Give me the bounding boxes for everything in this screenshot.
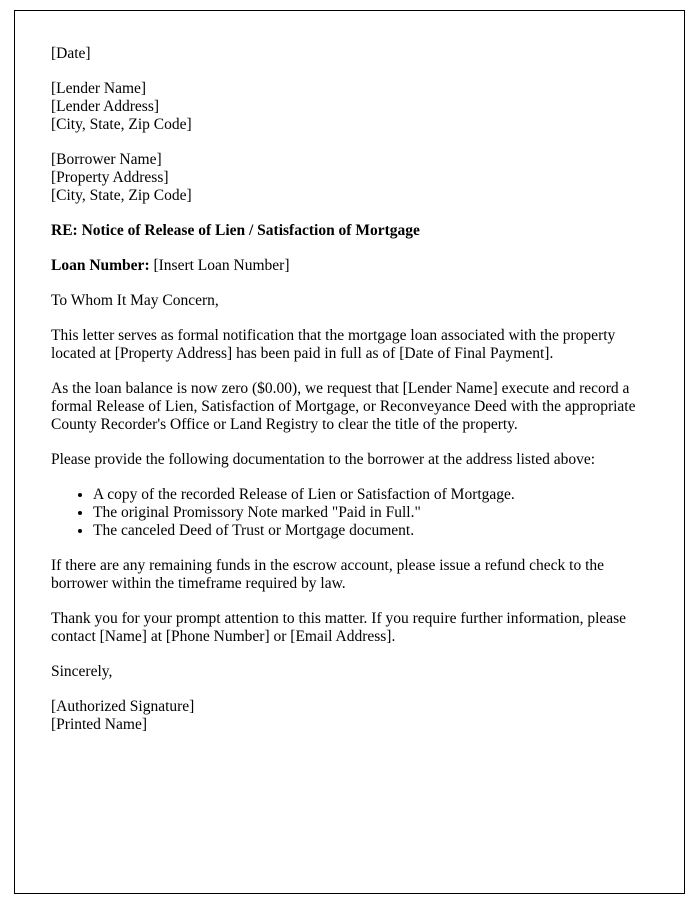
letter-page xyxy=(14,10,685,894)
list-item: • The canceled Deed of Trust or Mortgage document. xyxy=(93,522,650,540)
borrower-name-line: [Borrower Name] xyxy=(51,151,162,168)
lender-name-line: [Lender Name] xyxy=(51,80,147,97)
body-paragraph-4: If there are any remaining funds in the escrow account, please issue a refund check to the borrower within the timeframe required by law. xyxy=(51,557,605,592)
loan-number-label: Loan Number: xyxy=(51,257,150,274)
lender-address-block xyxy=(51,80,650,134)
letter-content xyxy=(15,11,684,734)
lender-city-line: [City, State, Zip Code] xyxy=(51,116,192,133)
loan-number-line xyxy=(51,257,650,275)
printed-name-line: [Printed Name] xyxy=(51,716,147,733)
borrower-address-block xyxy=(51,151,650,205)
body-paragraph-5: Thank you for your prompt attention to this matter. If you require further information, please contact [Name] at [Phone Number] or [Email Address]. xyxy=(51,610,627,645)
salutation-line: To Whom It May Concern, xyxy=(51,292,219,309)
documentation-list xyxy=(51,486,650,540)
body-paragraph-1: This letter serves as formal notification that the mortgage loan associated with the property located at [Property Address] has been paid in full as of [Date of Final Payment]. xyxy=(51,327,616,362)
list-item: • A copy of the recorded Release of Lien or Satisfaction of Mortgage. xyxy=(93,486,650,504)
date-line: [Date] xyxy=(51,45,91,62)
re-subject-line: RE: Notice of Release of Lien / Satisfaction of Mortgage xyxy=(51,222,420,239)
loan-number-value: [Insert Loan Number] xyxy=(153,257,290,274)
lender-address-line: [Lender Address] xyxy=(51,98,160,115)
borrower-city-line: [City, State, Zip Code] xyxy=(51,187,192,204)
authorized-signature-line: [Authorized Signature] xyxy=(51,698,195,715)
signature-block xyxy=(51,698,650,734)
borrower-address-line: [Property Address] xyxy=(51,169,169,186)
list-item: • The original Promissory Note marked "Paid in Full." xyxy=(93,504,650,522)
closing-line: Sincerely, xyxy=(51,663,113,680)
body-paragraph-3: Please provide the following documentation to the borrower at the address listed above: xyxy=(51,451,596,468)
body-paragraph-2: As the loan balance is now zero ($0.00), we request that [Lender Name] execute and record a formal Release of Lien, Satisfaction of Mortgage, or Reconveyance Deed with the appropriate County Recorder's Office or Land Registry to clear the title of the property. xyxy=(51,380,636,433)
date-block xyxy=(51,45,650,63)
